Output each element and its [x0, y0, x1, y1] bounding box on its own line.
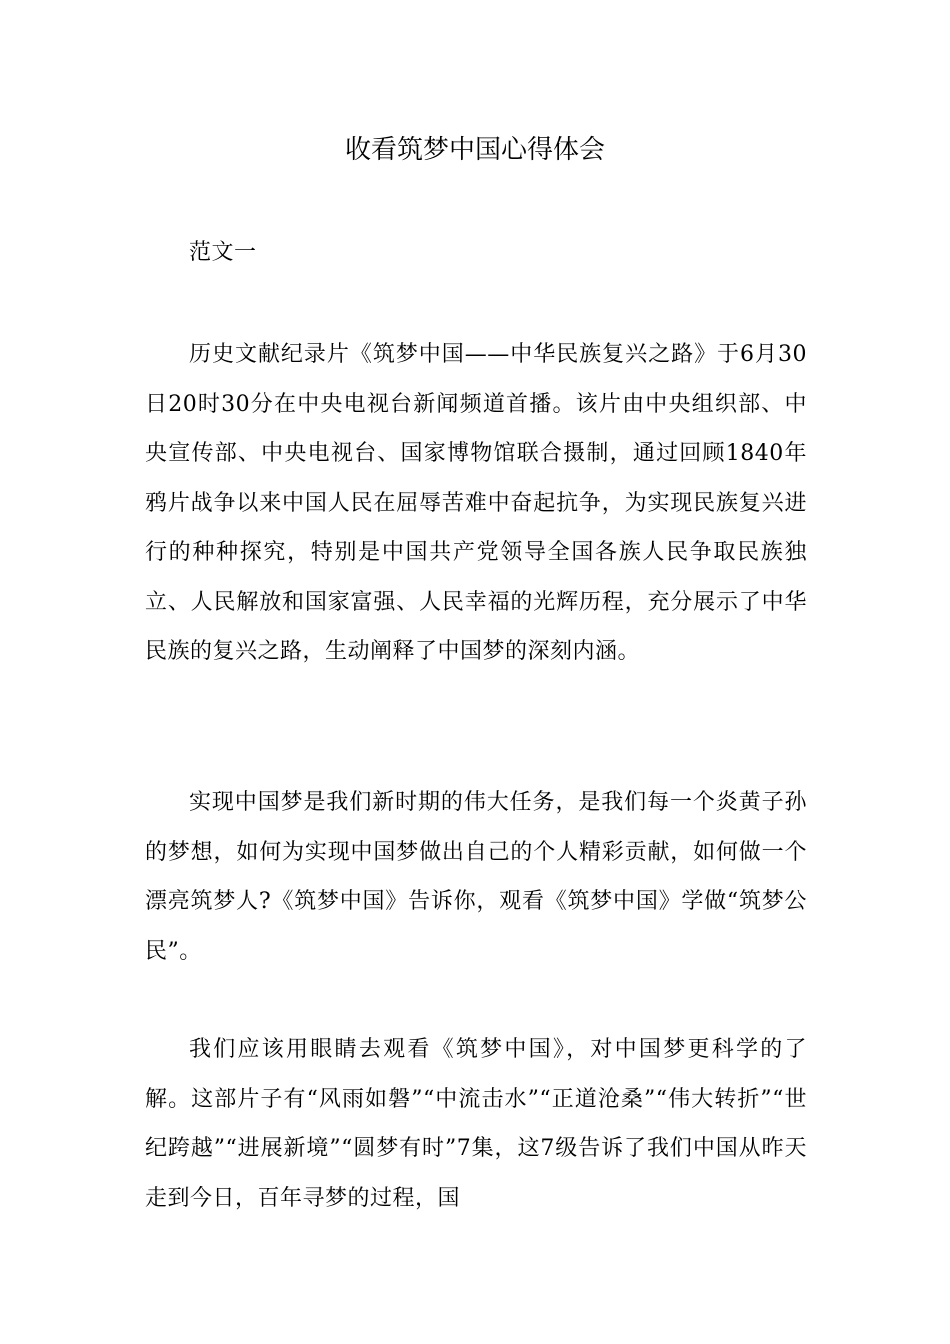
document-title: 收看筑梦中国心得体会 [344, 135, 605, 165]
paragraph-3: 我们应该用眼睛去观看《筑梦中国》，对中国梦更科学的了解。这部片子有“风雨如磐”“中流击水”“正道沧桑”“伟大转折”“世纪跨越”“进展新境”“圆梦有时”7集，这7级告诉了我们中国从昨天走到今日，百年寻梦的过程，国 [145, 1037, 807, 1211]
paragraph-2: 实现中国梦是我们新时期的伟大任务，是我们每一个炎黄子孙的梦想，如何为实现中国梦做出自己的个人精彩贡献，如何做一个漂亮筑梦人?《筑梦中国》告诉你，观看《筑梦中国》学做“筑梦公民”。 [145, 790, 807, 964]
paragraph-1: 历史文献纪录片《筑梦中国——中华民族复兴之路》于6月30日20时30分在中央电视台新闻频道首播。该片由中央组织部、中央宣传部、中央电视台、国家博物馆联合摄制，通过回顾1840年鸦片战争以来中国人民在屈辱苦难中奋起抗争，为实现民族复兴进行的种种探究，特别是中国共产党领导全国各族人民争取民族独立、人民解放和国家富强、人民幸福的光辉历程，充分展示了中华民族的复兴之路，生动阐释了中国梦的深刻内涵。 [145, 342, 807, 664]
section-label: 范文一 [189, 240, 257, 265]
